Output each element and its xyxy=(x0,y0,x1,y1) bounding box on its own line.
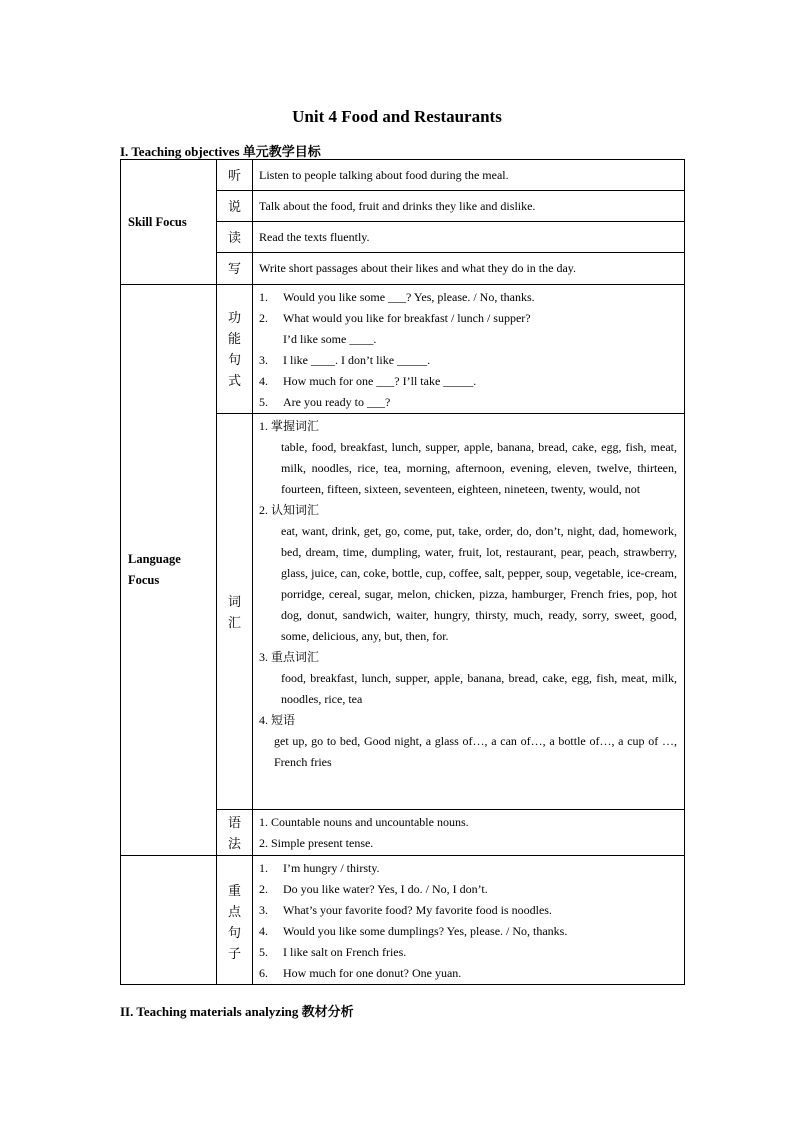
list-item: 2. What would you like for breakfast / lunch / supper? xyxy=(259,311,531,325)
functions-cn-label: 功 能 句 式 xyxy=(217,285,253,414)
list-item: 5. Are you ready to ___? xyxy=(259,395,391,409)
list-item: 5. I like salt on French fries. xyxy=(259,945,407,959)
list-item: 6. How much for one donut? One yuan. xyxy=(259,966,462,980)
grammar-cn-label: 语 法 xyxy=(217,810,253,856)
skill-text-speak: Talk about the food, fruit and drinks they like and dislike. xyxy=(253,191,685,222)
grammar-line-1: 1. Countable nouns and uncountable nouns. xyxy=(259,815,469,829)
grammar-block xyxy=(253,810,685,856)
language-focus-label xyxy=(121,285,217,856)
vocab-heading-key: 3. 重点词汇 xyxy=(259,650,320,664)
skill-text-write: Write short passages about their likes and what they do in the day. xyxy=(253,253,685,285)
vocab-block xyxy=(253,414,685,810)
grammar-line-2: 2. Simple present tense. xyxy=(259,836,374,850)
vocab-master-words: table, food, breakfast, lunch, supper, apple, banana, bread, cake, egg, fish, meat, milk, noodles, rice, tea, morning, afternoon, evening, eleven, twelve, thirteen, fourteen, fifteen, sixteen, seventeen, eighteen, nineteen, twenty, would, not xyxy=(281,440,677,496)
language-label-line2: Focus xyxy=(128,573,160,587)
skill-cn-read: 读 xyxy=(217,222,253,253)
vocab-heading-phrases: 4. 短语 xyxy=(259,713,296,727)
language-label-line1: Language xyxy=(128,552,181,566)
skill-text-listen: Listen to people talking about food during the meal. xyxy=(253,160,685,191)
objectives-table xyxy=(120,159,685,985)
skill-text-read: Read the texts fluently. xyxy=(253,222,685,253)
list-item: 4. How much for one ___? I’ll take _____. xyxy=(259,374,477,388)
section-heading-objectives: I. Teaching objectives 单元教学目标 xyxy=(120,144,321,159)
vocab-heading-master: 1. 掌握词汇 xyxy=(259,419,320,433)
skill-focus-label: Skill Focus xyxy=(121,160,217,285)
vocab-heading-recognize: 2. 认知词汇 xyxy=(259,503,320,517)
list-item: 2. Do you like water? Yes, I do. / No, I don’t. xyxy=(259,882,488,896)
sentences-list xyxy=(253,856,685,985)
vocab-key-words: food, breakfast, lunch, supper, apple, banana, bread, cake, egg, fish, meat, milk, noodles, rice, tea xyxy=(281,671,677,706)
skill-cn-listen: 听 xyxy=(217,160,253,191)
vocab-phrases: get up, go to bed, Good night, a glass of…, a can of…, a bottle of…, a cup of …, French fries xyxy=(274,734,677,769)
skill-cn-speak: 说 xyxy=(217,191,253,222)
vocab-cn-label: 词 汇 xyxy=(217,414,253,810)
functions-list xyxy=(253,285,685,414)
sentences-cn-label: 重 点 句 子 xyxy=(217,856,253,985)
sentences-empty-cell xyxy=(121,856,217,985)
list-item: 1. Would you like some ___? Yes, please. / No, thanks. xyxy=(259,290,535,304)
skill-cn-write: 写 xyxy=(217,253,253,285)
list-item: 3. What’s your favorite food? My favorite food is noodles. xyxy=(259,903,552,917)
page-title: Unit 4 Food and Restaurants xyxy=(292,107,502,126)
section-heading-materials: II. Teaching materials analyzing 教材分析 xyxy=(120,1004,354,1019)
vocab-recognize-words: eat, want, drink, get, go, come, put, take, order, do, don’t, night, dad, homework, bed, dream, time, dumpling, water, fruit, lot, restaurant, pear, peach, strawberry, glass, juice, can, coke, bottle, cup, coffee, salt, pepper, soup, vegetable, ice-cream, porridge, cereal, sugar, melon, chicken, pizza, hamburger, French fries, pop, hot dog, donut, sandwich, waiter, hungry, thirsty, much, ready, sorry, sweet, good, some, delicious, any, but, then, for. xyxy=(281,524,677,643)
list-item: 3. I like ____. I don’t like _____. xyxy=(259,353,431,367)
list-item: 4. Would you like some dumplings? Yes, please. / No, thanks. xyxy=(259,924,568,938)
list-item: I’d like some ____. xyxy=(283,332,377,346)
list-item: 1. I’m hungry / thirsty. xyxy=(259,861,380,875)
